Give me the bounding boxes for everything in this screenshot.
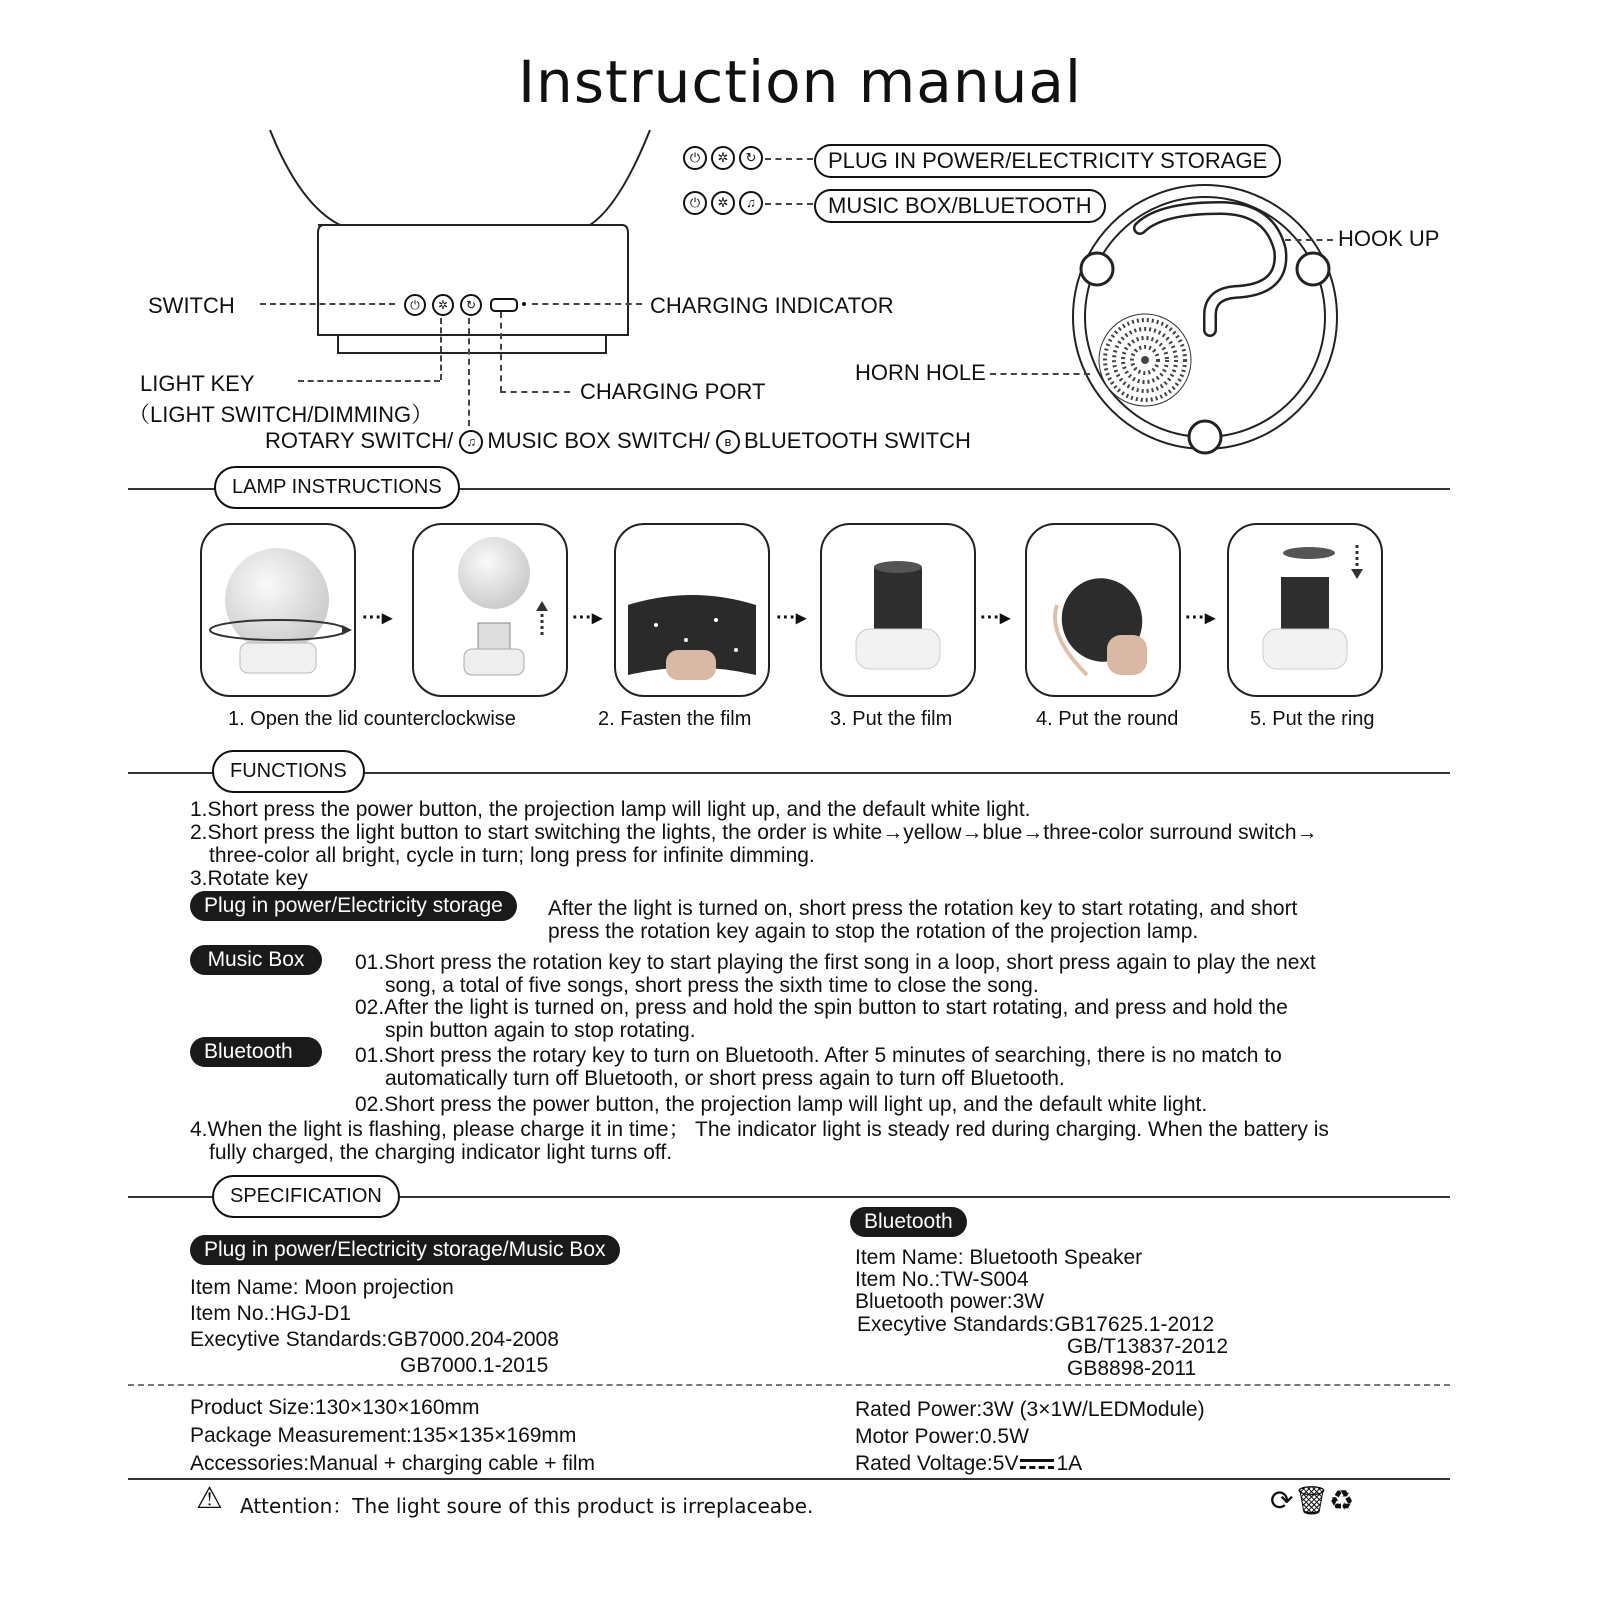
music-text-2b: spin button again to stop rotating. [385, 1019, 696, 1042]
moon-lamp-icon [202, 525, 354, 695]
rated-current-value: 1A [1056, 1452, 1083, 1475]
light-key-label: LIGHT KEY [140, 371, 255, 396]
step-arrow: ···▸ [776, 607, 807, 629]
music-text-1a: 01.Short press the rotation key to start playing the first song in a loop, short press again to play the next [355, 951, 1316, 974]
music-text-1b: song, a total of five songs, short press the sixth time to close the song. [385, 974, 1039, 997]
step-arrow: ···▸ [980, 607, 1011, 629]
port-leader-v [500, 312, 502, 392]
lightkey-leader-h [298, 380, 440, 382]
hook-up-leader [1285, 239, 1333, 241]
spec-right-name: Item Name: Bluetooth Speaker [855, 1246, 1143, 1269]
function-line-3: 3.Rotate key [190, 867, 308, 890]
music-box-switch-text: MUSIC BOX SWITCH/ [487, 428, 710, 453]
rotate-icon: ↻ [739, 146, 763, 170]
bluetooth-mode-badge: Bluetooth [190, 1037, 322, 1067]
spec-right-std2: GB/T13837-2012 [1067, 1335, 1229, 1358]
bt-text-1a: 01.Short press the rotary key to turn on Bluetooth. After 5 minutes of searching, there is no match to [355, 1044, 1282, 1067]
spec-right-std3: GB8898-2011 [1067, 1357, 1197, 1380]
step-5-image [1025, 523, 1181, 697]
step-arrow: ···▸ [572, 607, 603, 629]
lamp-base-diagram [260, 125, 680, 360]
rated-voltage-value: Rated Voltage:5V [855, 1452, 1019, 1475]
mode-plug-icons [683, 146, 767, 170]
spec-left-std2: GB7000.1-2015 [400, 1354, 549, 1377]
bt-text-1b: automatically turn off Bluetooth, or short press again to turn off Bluetooth. [385, 1067, 1065, 1090]
bt-text-2: 02.Short press the power button, the projection lamp will light up, and the default white light. [355, 1093, 1208, 1116]
spec-left-badge: Plug in power/Electricity storage/Music Box [190, 1235, 620, 1265]
recycle-icon: ♻ [1329, 1485, 1355, 1516]
function-line-1: 1.Short press the power button, the projection lamp will light up, and the default white light. [190, 798, 1031, 821]
mode-music-label: MUSIC BOX/BLUETOOTH [814, 189, 1106, 223]
round-disc-icon [1027, 525, 1179, 695]
horn-hole-leader [990, 373, 1090, 375]
spec-product-size: Product Size:130×130×160mm [190, 1396, 480, 1419]
spec-accessories: Accessories:Manual + charging cable + film [190, 1452, 596, 1475]
spec-right-no: Item No.:TW-S004 [855, 1268, 1029, 1291]
spec-package: Package Measurement:135×135×169mm [190, 1424, 577, 1447]
function-line-4b: fully charged, the charging indicator light turns off. [209, 1141, 673, 1164]
charging-indicator-label: CHARGING INDICATOR [650, 293, 894, 318]
rotary-switch-label [265, 428, 971, 454]
film-cylinder-icon [822, 525, 974, 695]
light-icon: ✲ [711, 146, 735, 170]
spec-dashed-separator [128, 1384, 1450, 1386]
spec-rated-power: Rated Power:3W (3×1W/LEDModule) [855, 1398, 1205, 1421]
film-strip-icon [616, 525, 768, 695]
lamp-bottom-diagram [1060, 180, 1360, 460]
mode-music-icons [683, 191, 767, 215]
spec-right-badge: Bluetooth [850, 1207, 967, 1237]
function-line-4a: 4.When the light is flashing, please charge it in time； The indicator light is steady red during charging. When the battery is [190, 1118, 1329, 1141]
functions-heading: FUNCTIONS [212, 750, 365, 793]
switch-leader [260, 303, 395, 305]
indicator-leader [532, 303, 642, 305]
attention-text: Attention：The light soure of this product is irreplaceabe. [240, 1494, 814, 1518]
charging-port-label: CHARGING PORT [580, 379, 766, 404]
plug-mode-badge: Plug in power/Electricity storage [190, 891, 517, 921]
spec-rated-voltage [855, 1452, 1082, 1475]
function-line-2b: three-color all bright, cycle in turn; long press for infinite dimming. [209, 844, 815, 867]
step-caption-2: 2. Fasten the film [598, 708, 752, 730]
page-title: Instruction manual [517, 48, 1083, 116]
spec-left-no: Item No.:HGJ-D1 [190, 1302, 352, 1325]
ring-cap-icon [1229, 525, 1381, 695]
specification-heading: SPECIFICATION [212, 1175, 400, 1218]
indicator-dot [522, 302, 526, 306]
green-dot-icon: ⟳ [1270, 1485, 1294, 1516]
step-caption-1: 1. Open the lid counterclockwise [228, 708, 516, 730]
step-caption-5: 5. Put the ring [1250, 708, 1375, 730]
spec-right-std: Execytive Standards:GB17625.1-2012 [857, 1313, 1215, 1336]
light-icon: ✲ [711, 191, 735, 215]
step-caption-4: 4. Put the round [1036, 708, 1179, 730]
spec-left-std: Execytive Standards:GB7000.204-2008 [190, 1328, 559, 1351]
footer-line [128, 1478, 1450, 1480]
rotate-icon: ↻ [460, 294, 482, 316]
power-icon: ⏻ [404, 294, 426, 316]
lid-removal-icon [414, 525, 566, 695]
bluetooth-icon: ʙ [716, 430, 740, 454]
port-leader-h [500, 391, 570, 393]
light-key-sub-label: （LIGHT SWITCH/DIMMING） [128, 402, 434, 427]
mode-plug-leader [765, 158, 813, 160]
lamp-instructions-heading: LAMP INSTRUCTIONS [214, 466, 460, 509]
step-caption-3: 3. Put the film [830, 708, 953, 730]
music-mode-badge: Music Box [190, 945, 322, 975]
switch-label: SWITCH [148, 293, 235, 318]
warning-triangle-icon: ⚠ [196, 1482, 223, 1515]
plug-text-a: After the light is turned on, short press the rotation key to start rotating, and short [548, 897, 1298, 920]
music-text-2a: 02.After the light is turned on, press and hold the spin button to start rotating, and press and hold the [355, 996, 1288, 1019]
step-3-image [614, 523, 770, 697]
power-icon: ⏻ [683, 191, 707, 215]
mode-music-leader [765, 203, 813, 205]
music-note-icon: ♫ [739, 191, 763, 215]
dc-symbol-icon [1020, 1458, 1054, 1470]
music-note-icon: ♫ [459, 430, 483, 454]
step-arrow: ···▸ [362, 607, 393, 629]
charging-port-icon [490, 298, 518, 312]
recycle-icons [1270, 1484, 1354, 1517]
spec-motor-power: Motor Power:0.5W [855, 1425, 1029, 1448]
function-line-2a: 2.Short press the light button to start switching the lights, the order is white→yellow→blue→three-color surround switch→ [190, 821, 1318, 844]
tidyman-icon: 🗑 [1293, 1485, 1330, 1516]
horn-hole-label: HORN HOLE [855, 360, 986, 385]
step-arrow: ···▸ [1185, 607, 1216, 629]
step-1-image [200, 523, 356, 697]
power-icon: ⏻ [683, 146, 707, 170]
step-2-image [412, 523, 568, 697]
spec-left-name: Item Name: Moon projection [190, 1276, 454, 1299]
rotary-leader-v [468, 318, 470, 426]
hook-up-label: HOOK UP [1338, 226, 1440, 251]
light-icon: ✲ [432, 294, 454, 316]
mode-plug-label: PLUG IN POWER/ELECTRICITY STORAGE [814, 144, 1281, 178]
lightkey-leader-v [440, 318, 442, 380]
spec-right-power: Bluetooth power:3W [855, 1290, 1045, 1313]
plug-text-b: press the rotation key again to stop the rotation of the projection lamp. [548, 920, 1199, 943]
rotary-switch-text: ROTARY SWITCH/ [265, 428, 454, 453]
bluetooth-switch-text: BLUETOOTH SWITCH [743, 428, 971, 453]
step-6-image [1227, 523, 1383, 697]
step-4-image [820, 523, 976, 697]
